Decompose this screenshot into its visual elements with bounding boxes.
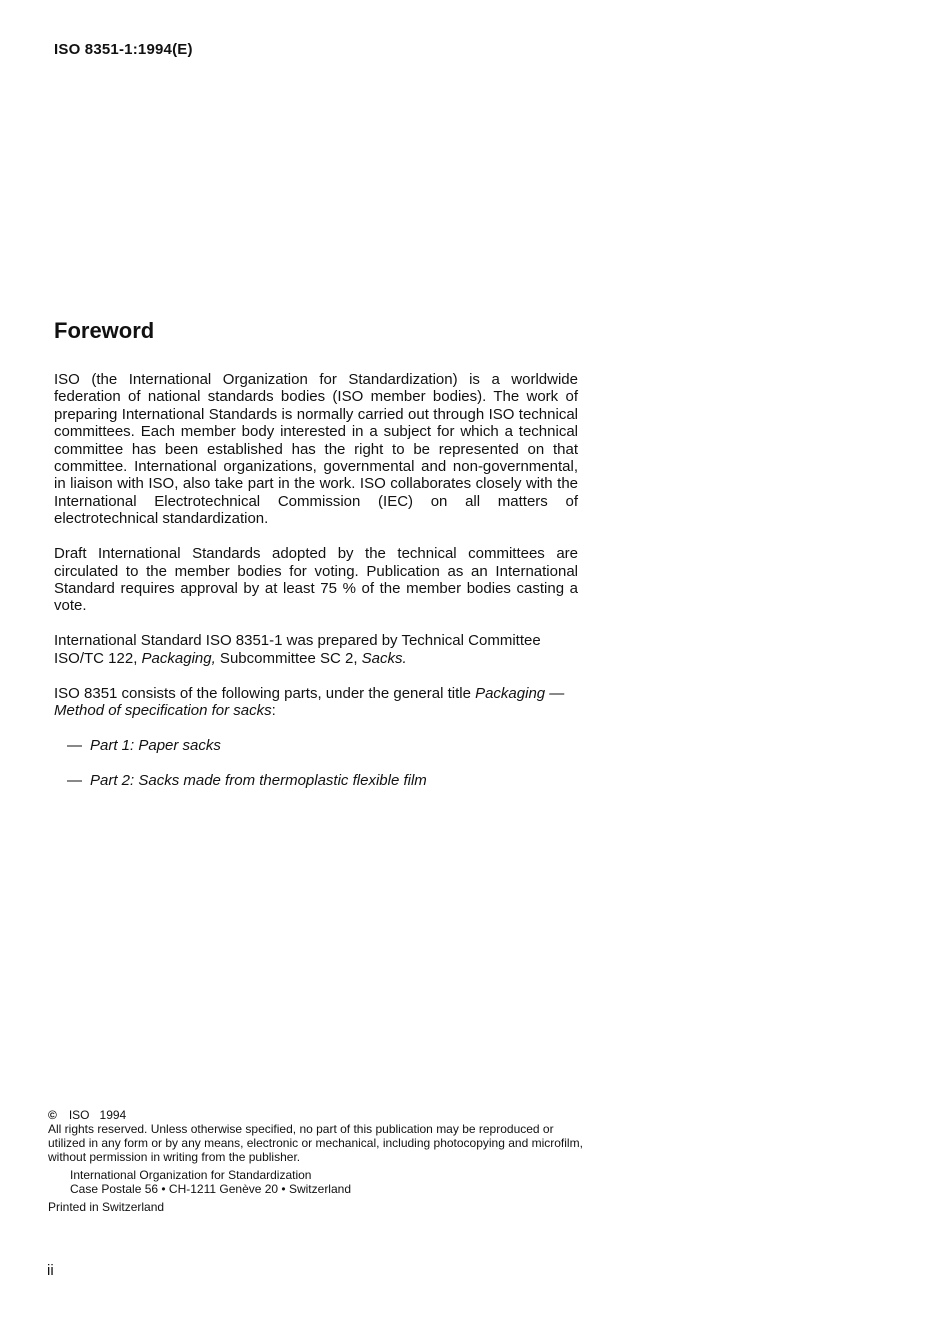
general-title: Packaging — Method of specification for sacks xyxy=(54,684,565,719)
part-1-text: Part 1: Paper sacks xyxy=(90,736,221,754)
foreword-paragraph-prepared xyxy=(54,632,578,667)
dash-bullet: — xyxy=(67,771,82,789)
sc-name: Sacks. xyxy=(361,649,407,667)
foreword-body xyxy=(54,371,578,807)
part-2-text: Part 2: Sacks made from thermoplastic flexible film xyxy=(90,771,427,789)
parts-list xyxy=(54,737,578,789)
foreword-paragraph-parts xyxy=(54,685,578,720)
foreword-paragraph-iso: ISO (the International Organization for Standardization) is a worldwide federation of national standards bodies (ISO member bodies). The work of preparing International Standards is normally carried out through ISO technical committees. Each member body interested in a subject for which a technical committee has been established has the right to be represented on that committee. International organizations, governmental and non-governmental, in liaison with ISO, also take part in the work. ISO collaborates closely with the International Electrotechnical Commission (IEC) on all matters of electrotechnical standardization. xyxy=(54,371,578,528)
foreword-paragraph-draft: Draft International Standards adopted by the technical committees are circulated to the member bodies for voting. Publication as an International Standard requires approval by at least 75 % of the member bodies casting a vote. xyxy=(54,545,578,615)
printed-in: Printed in Switzerland xyxy=(48,1200,165,1214)
document-identifier: ISO 8351-1:1994(E) xyxy=(54,41,193,58)
tc-name: Packaging, xyxy=(141,649,216,667)
parts-intro-prefix: ISO 8351 consists of the following parts, under the general title xyxy=(54,684,476,702)
publisher-name: International Organization for Standardization xyxy=(70,1168,312,1182)
list-item xyxy=(67,737,578,754)
list-item xyxy=(67,772,578,789)
copyright-symbol: © xyxy=(48,1108,57,1122)
foreword-heading: Foreword xyxy=(54,318,155,343)
prepared-middle: Subcommittee SC 2, xyxy=(215,649,362,667)
copyright-line xyxy=(48,1108,588,1122)
publisher-address: Case Postale 56 • CH-1211 Genève 20 • Switzerland xyxy=(70,1182,351,1196)
parts-intro-suffix: : xyxy=(271,702,276,719)
page-number: ii xyxy=(47,1262,54,1279)
copyright-year: 1994 xyxy=(99,1108,127,1122)
copyright-block xyxy=(48,1108,588,1214)
copyright-org: ISO xyxy=(68,1108,90,1122)
dash-bullet: — xyxy=(67,736,82,754)
prepared-prefix: International Standard ISO 8351-1 was prepared by Technical Committee ISO/TC 122, xyxy=(54,632,541,667)
rights-statement: All rights reserved. Unless otherwise specified, no part of this publication may be reproduced or utilized in any form or by any means, electronic or mechanical, including photocopying and microfilm, without permission in writing from the publisher. xyxy=(48,1122,583,1164)
